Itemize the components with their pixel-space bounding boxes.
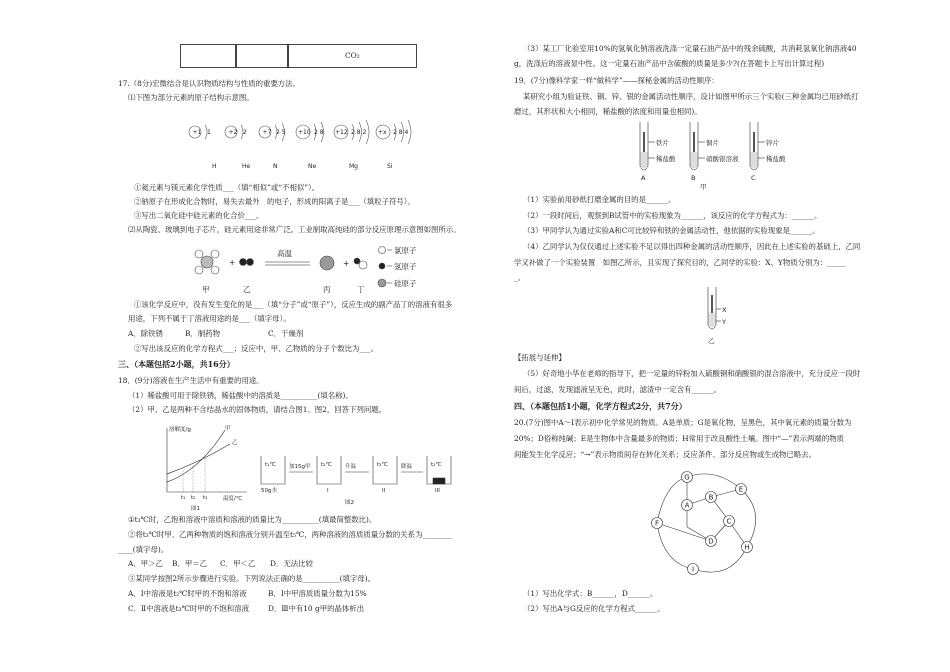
chart-xlabel: 温度/℃ (223, 496, 243, 502)
svg-text:C: C (726, 517, 732, 526)
tick-t2: t₂ (191, 495, 196, 501)
solubility-chart (155, 422, 255, 512)
svg-text:A: A (684, 501, 690, 510)
reaction-condition: 高温 (277, 249, 292, 258)
extension-heading: 【拓展与延伸】 (514, 353, 566, 362)
svg-text:E: E (738, 485, 744, 494)
atom-si-symbol: Si (387, 163, 393, 170)
atom-he-nucleus: +2 (228, 129, 238, 136)
node-a (682, 500, 693, 511)
atom-si (376, 120, 411, 170)
svg-text:锌片: 锌片 (766, 139, 779, 147)
step-arrow-3: 降温 (401, 464, 413, 470)
svg-text:B: B (708, 493, 714, 502)
beaker-1-water: 50g水 (261, 488, 277, 494)
molecule-jia (195, 250, 219, 274)
q20-line3: 间能发生化学反应；“→”表示物质间存在转化关系；反应条件、部分反应物或生成物已略去。 (514, 450, 816, 459)
q17-option-c: C．干燥剂 (268, 329, 304, 338)
atom-n (259, 123, 286, 170)
tick-t3: t₃ (203, 495, 208, 501)
q17-line4: ①该化学反应中，没有发生变化的是___（填“分子”或“原子”），反应生成的副产品丁的溶液有很多 (134, 300, 453, 309)
chart-ylabel: 溶解度/g (169, 427, 191, 433)
q19-q2: （2）一段时间后，观察到B试管中的实验现象为______，该反应的化学方程式为：______。 (523, 211, 822, 220)
atom-mg-shells: 2 8 2 (351, 129, 367, 136)
atom-si-shells: 2 8 4 (393, 129, 409, 136)
step-arrow-1: 加15g甲 (289, 464, 311, 470)
svg-text:硝酸银溶液: 硝酸银溶液 (706, 155, 739, 163)
q18-line6: ③某同学按图2所示步骤进行实验。下列说法正确的是__________(填字母)。 (128, 574, 375, 583)
node-e (736, 484, 747, 495)
q18-line2: （2）甲、乙是两种不含结晶水的固体物质，请结合图1、图2，回答下列问题。 (128, 405, 387, 414)
curve-yi (167, 444, 230, 474)
beaker-1 (261, 456, 285, 494)
atom-n-nucleus: +7 (262, 129, 272, 136)
atom-he-shells: 2 (243, 129, 247, 136)
q19-q5-line1: （5）好奇地小华在老师的指导下，把一定量的锌粉加入硫酸铜和硝酸银的混合溶液中，充分反应一段时 (523, 369, 861, 378)
q19-line1: 某研究小组为验证铁、铜、锌、银的金属活动性顺序，设计如图甲所示三个实验(三种金属均已用砂纸打 (523, 92, 859, 101)
q17-part1: ⑴下图为部分元素的原子结构示意图。 (128, 93, 254, 102)
atom-structure-figure (185, 110, 445, 172)
q18-line4: ②将t₃℃时甲、乙两种物质的饱和溶液分别升温至t₅℃，两种溶液的溶质质量分数的关系为________ (128, 530, 453, 539)
atom-h-nucleus: +1 (192, 129, 202, 136)
q18-line3: ①t₃℃时，乙饱和溶液中溶质和溶液的质量比为__________(填最简整数比)。 (128, 515, 377, 524)
q20-q1: （1）写出化学式：B______，D______。 (523, 589, 658, 598)
svg-text:t₂℃: t₂℃ (431, 462, 442, 468)
table-cell-1 (180, 44, 237, 68)
tube-label-y: Y (722, 318, 726, 326)
beaker-2 (317, 456, 341, 494)
fig-jia-caption: 甲 (700, 183, 707, 190)
node-g (682, 472, 693, 483)
tube-label-x: X (722, 306, 727, 314)
q18-option-a: A．甲＞乙 (128, 559, 163, 568)
atom-ne-symbol: Ne (308, 163, 317, 170)
q-prev-line1: （3）某工厂化验室用10%的氢氧化钠溶液洗涤一定量石油产品中的残余硫酸，共消耗氢氧化钠溶液40 (523, 44, 857, 53)
atom-mg-symbol: Mg (349, 163, 358, 170)
atom-h-symbol: H (212, 163, 217, 170)
atom-si-nucleus: +x (378, 129, 387, 136)
label-ding: 丁 (357, 285, 365, 294)
q19-q4-line2: 学又补做了一个实验装置 如图乙所示，且实现了探究目的，乙同学的实验：X、Y物质分别为：_____ (514, 258, 846, 267)
legend-chlorine (379, 245, 417, 255)
svg-text:II: II (382, 488, 386, 494)
node-c (724, 516, 735, 527)
q19-q3: （3）甲同学认为通过实验A和C可比较锌和铁的金属活动性，他依据的实验现象是______。 (523, 226, 820, 235)
section-4-heading: 四、（本题包括1小题，化学方程式2分，共7分） (514, 401, 687, 411)
svg-text:G: G (684, 473, 690, 482)
test-tube-yi-figure (698, 285, 738, 345)
svg-text:I: I (327, 488, 329, 494)
q18-title: 18．(9分)溶液在生产生活中有重要的用途。 (118, 376, 264, 385)
svg-text:t₃℃: t₃℃ (377, 462, 388, 468)
atom-he-symbol: He (242, 163, 251, 170)
step-arrow-2: 升温 (345, 464, 357, 470)
svg-text:III: III (435, 488, 440, 494)
svg-text:稀盐酸: 稀盐酸 (766, 155, 786, 163)
q-prev-line2: g，洗涤后的溶液显中性。这一定量石油产品中含硫酸的质量是多少?(在答题卡上写出计算过程) (514, 59, 825, 68)
label-yi: 乙 (243, 285, 251, 294)
reaction-figure (185, 238, 475, 296)
q20-q2: （2）写出A与G反应的化学方程式______。 (523, 604, 665, 613)
legend-silicon (378, 278, 417, 288)
atom-ne-shells: 2 8 (314, 129, 324, 136)
label-bing: 丙 (323, 285, 331, 294)
q18-option-b: B．甲＝乙 (172, 559, 207, 568)
q18-line5: ____(填字母)。 (118, 545, 169, 554)
molecule-ding (354, 258, 367, 269)
table-cell-co2: CO₂ (345, 51, 360, 60)
svg-text:稀盐酸: 稀盐酸 (656, 155, 676, 163)
svg-text:I: I (691, 565, 695, 574)
svg-text:H: H (744, 543, 750, 552)
svg-text:C: C (751, 174, 756, 182)
atom-mg (334, 120, 369, 170)
tube-a (640, 122, 676, 182)
q18-statement-c: C．Ⅱ中溶液是t₃℃时甲的不饱和溶液 (128, 604, 249, 613)
q18-statement-a: A．Ⅰ中溶液是t₂℃时甲的不饱和溶液 (128, 589, 247, 598)
q17-line1: ①氦元素与镁元素化学性质___（填“相似”或“不相似”）。 (134, 183, 320, 192)
q19-q5-line2: 间后，过滤，发现滤液呈无色，此时，滤渣中一定含有______。 (514, 385, 721, 394)
svg-text:F: F (654, 519, 660, 528)
q17-title: 17.（8分)宏微结合是认识物质结构与性质的重要方法。 (118, 79, 300, 88)
beaker-steps-figure (255, 440, 465, 520)
tube-b (690, 122, 739, 182)
node-f (652, 518, 663, 529)
svg-text:+: + (343, 259, 350, 268)
svg-text:氢原子: 氢原子 (394, 262, 417, 271)
q18-option-d: D．无法比较 (270, 559, 313, 568)
q18-line1: （1）稀盐酸可用于除铁锈，稀盐酸中的溶质是__________(填名称)。 (128, 391, 353, 400)
svg-text:硅原子: 硅原子 (394, 279, 417, 288)
node-i (688, 564, 699, 575)
node-h (742, 542, 753, 553)
q19-q4-line1: （4）乙同学认为仅仅通过上述实验不足以得出四种金属的活动性顺序，因此在上述实验的基础上，乙同 (523, 242, 861, 251)
fig-yi-caption: 乙 (708, 337, 715, 345)
q19-q4-line3: _。 (514, 273, 526, 282)
table-cell-2 (235, 44, 289, 68)
svg-text:A: A (641, 174, 646, 182)
label-jia: 甲 (202, 285, 210, 294)
q17-part2: ⑵从陶瓷、玻璃到电子芯片，硅元素用途非常广泛。工业制取高纯硅的部分反应原理示意图如图所示。 (128, 225, 461, 234)
q17-line5: 用途，下列不属于丁溶液用途的是___（填字母）。 (128, 314, 291, 323)
q18-statement-d: D．Ⅲ中有10 g甲的晶体析出 (268, 604, 365, 613)
q18-statement-b: B．Ⅰ中甲溶质质量分数为15% (268, 589, 367, 598)
fig2-caption: 图2 (345, 500, 354, 506)
section-3-heading: 三、（本题包括2小题，共16分） (118, 359, 235, 369)
q19-q1: （1）实验前用砂纸打磨金属的目的是______。 (523, 195, 676, 204)
svg-text:铁片: 铁片 (656, 139, 669, 147)
legend-hydrogen (379, 261, 417, 271)
atom-h (189, 125, 217, 170)
svg-text:t₁℃: t₁℃ (265, 462, 276, 468)
curve-jia (167, 430, 225, 482)
tube-c (750, 122, 786, 182)
atom-h-shells: 1 (207, 129, 211, 136)
q17-line2: ②钠原子在形成化合物时，易失去最外 的电子，形成的阳离子是___（填粒子符号）。 (134, 197, 415, 206)
svg-text:+: + (229, 258, 236, 267)
q17-line3: ③写出二氧化硅中硅元素的化合价___。 (134, 211, 264, 220)
q17-option-b: B．制药物 (185, 329, 220, 338)
atom-mg-nucleus: +12 (335, 129, 348, 136)
svg-text:氯原子: 氯原子 (394, 246, 417, 255)
svg-text:t₂℃: t₂℃ (321, 462, 332, 468)
node-b (706, 492, 717, 503)
svg-text:B: B (691, 174, 696, 182)
svg-text:铜片: 铜片 (706, 139, 719, 147)
q20-line2: 20%；D俗称纯碱；E是生物体中含量最多的物质；H常用于改良酸性土壤。图中“—”表示两端的物质 (514, 434, 844, 443)
tick-t1: t₁ (181, 495, 186, 501)
q17-line6: ②写出该反应的化学方程式___；反应中，甲、乙物质的分子个数比为___。 (134, 344, 378, 353)
q19-line2: 磨过，其形状和大小相同，稀盐酸的浓度和用量也相同)。 (514, 107, 702, 116)
q18-option-c: C．甲＜乙 (220, 559, 256, 568)
q20-line1: 20.(7分)图中A～I表示初中化学常见的物质。A是单质；G是氧化物，呈黑色，其中氧元素的质量分数为 (514, 418, 852, 427)
fig1-caption: 图1 (191, 506, 200, 512)
node-d (706, 536, 717, 547)
molecule-bing (320, 256, 334, 270)
beaker-3 (373, 456, 397, 494)
molecule-yi (240, 259, 254, 266)
svg-text:D: D (708, 537, 714, 546)
atom-n-symbol: N (273, 163, 278, 170)
q17-option-a: A．除铁锈 (128, 329, 163, 338)
atom-ne (296, 122, 324, 170)
atom-n-shells: 2 5 (276, 129, 286, 136)
substance-network-figure (645, 463, 785, 585)
test-tubes-figure (630, 118, 810, 190)
q19-title: 19．(7分)像科学家一样“做科学”——探秘金属的活动性顺序： (514, 76, 719, 85)
beaker-4 (427, 456, 451, 494)
curve-yi-label: 乙 (232, 440, 238, 446)
atom-ne-nucleus: +10 (298, 129, 311, 136)
curve-jia-label: 甲 (225, 426, 231, 432)
atom-he (225, 125, 251, 170)
